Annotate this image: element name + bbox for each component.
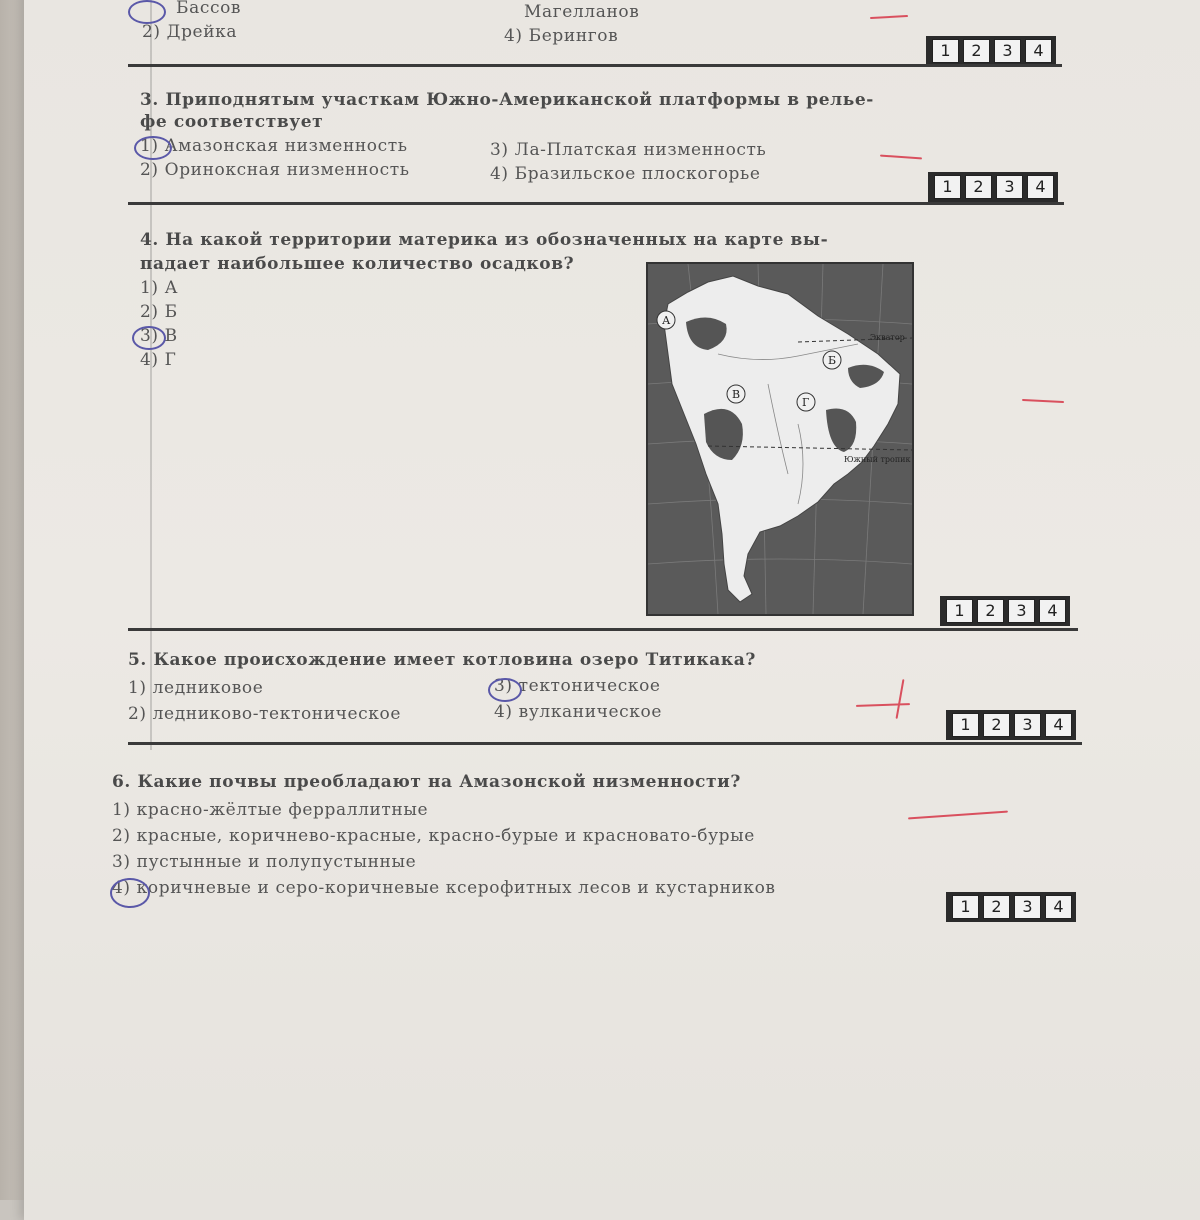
- answer-box-2[interactable]: 2: [965, 175, 992, 199]
- answer-box-3[interactable]: 3: [1014, 895, 1041, 919]
- q6-option-3: 3) пустынные и полупустынные: [112, 852, 417, 872]
- q5-option-2: 2) ледниково-тектоническое: [128, 704, 401, 724]
- separator-q5: [128, 742, 1082, 745]
- answer-box-2[interactable]: 2: [983, 713, 1010, 737]
- q4-option-4: 4) Г: [140, 350, 177, 370]
- q4-title-line1: 4. На какой территории материка из обозначенных на карте вы-: [140, 230, 829, 250]
- answer-box-1[interactable]: 1: [932, 39, 959, 63]
- answer-box-4[interactable]: 4: [1045, 895, 1072, 919]
- answer-box-3[interactable]: 3: [1008, 599, 1035, 623]
- q6-option-1: 1) красно-жёлтые ферраллитные: [112, 800, 429, 820]
- q2-option-4: 4) Берингов: [504, 26, 619, 46]
- q3-option-1: 1) Амазонская низменность: [140, 136, 408, 156]
- answer-box-1[interactable]: 1: [946, 599, 973, 623]
- answer-box-4[interactable]: 4: [1025, 39, 1052, 63]
- pen-circle-q5: [488, 678, 522, 702]
- map-svg: [648, 264, 912, 614]
- q6-title: 6. Какие почвы преобладают на Амазонской низменности?: [112, 772, 741, 792]
- answer-box-2[interactable]: 2: [963, 39, 990, 63]
- tropic-label: Южный тропик: [844, 455, 911, 464]
- answer-boxes-q6: [946, 892, 1076, 922]
- q2-option-1: Бассов: [176, 0, 242, 18]
- separator-q4: [128, 628, 1078, 631]
- answer-box-3[interactable]: 3: [996, 175, 1023, 199]
- answer-boxes-q3: [928, 172, 1058, 202]
- q5-option-3: 3) тектоническое: [494, 676, 661, 696]
- answer-box-1[interactable]: 1: [952, 713, 979, 737]
- separator-q3: [128, 202, 1064, 205]
- answer-box-1[interactable]: 1: [934, 175, 961, 199]
- south-america-map: [646, 262, 914, 616]
- q3-option-4: 4) Бразильское плоскогорье: [490, 164, 761, 184]
- question-6: [112, 770, 972, 910]
- answer-box-3[interactable]: 3: [1014, 713, 1041, 737]
- answer-box-2[interactable]: 2: [977, 599, 1004, 623]
- answer-box-4[interactable]: 4: [1027, 175, 1054, 199]
- q3-title-line2: фе соответствует: [140, 112, 324, 132]
- q3-option-3: 3) Ла-Платская низменность: [490, 140, 767, 160]
- marker-b-label: Б: [828, 354, 837, 367]
- q4-option-3: 3) В: [140, 326, 178, 346]
- q3-title-line1: 3. Приподнятым участкам Южно-Американской платформы в релье-: [140, 90, 874, 110]
- q5-option-4: 4) вулканическое: [494, 702, 662, 722]
- answer-box-3[interactable]: 3: [994, 39, 1021, 63]
- q4-option-2: 2) Б: [140, 302, 178, 322]
- pen-circle-q3: [134, 136, 172, 160]
- q5-title: 5. Какое происхождение имеет котловина озеро Титикака?: [128, 650, 756, 670]
- marker-a-label: А: [662, 314, 671, 327]
- answer-box-4[interactable]: 4: [1039, 599, 1066, 623]
- answer-box-2[interactable]: 2: [983, 895, 1010, 919]
- q4-title-line2: падает наибольшее количество осадков?: [140, 254, 575, 274]
- equator-label: Экватор: [870, 333, 905, 342]
- answer-boxes-q5: [946, 710, 1076, 740]
- q4-option-1: 1) А: [140, 278, 179, 298]
- q3-option-2: 2) Ориноксная низменность: [140, 160, 410, 180]
- q5-option-1: 1) ледниковое: [128, 678, 264, 698]
- marker-g-label: Г: [802, 396, 810, 409]
- marker-v-label: В: [732, 388, 741, 401]
- answer-boxes-q4: [940, 596, 1070, 626]
- q6-option-4: 4) коричневые и серо-коричневые ксерофитных лесов и кустарников: [112, 878, 776, 898]
- pen-circle-q4: [132, 326, 166, 350]
- answer-box-1[interactable]: 1: [952, 895, 979, 919]
- pen-circle-q2: [128, 0, 166, 24]
- answer-boxes-q2: [926, 36, 1056, 66]
- question-2: [140, 0, 1040, 48]
- q2-option-3: Магелланов: [524, 2, 640, 22]
- q6-option-2: 2) красные, коричнево-красные, красно-бурые и красновато-бурые: [112, 826, 755, 846]
- separator-q2: [128, 64, 1062, 67]
- q2-option-2: 2) Дрейка: [142, 22, 238, 42]
- pen-circle-q6: [110, 878, 150, 908]
- answer-box-4[interactable]: 4: [1045, 713, 1072, 737]
- question-3: [140, 88, 940, 188]
